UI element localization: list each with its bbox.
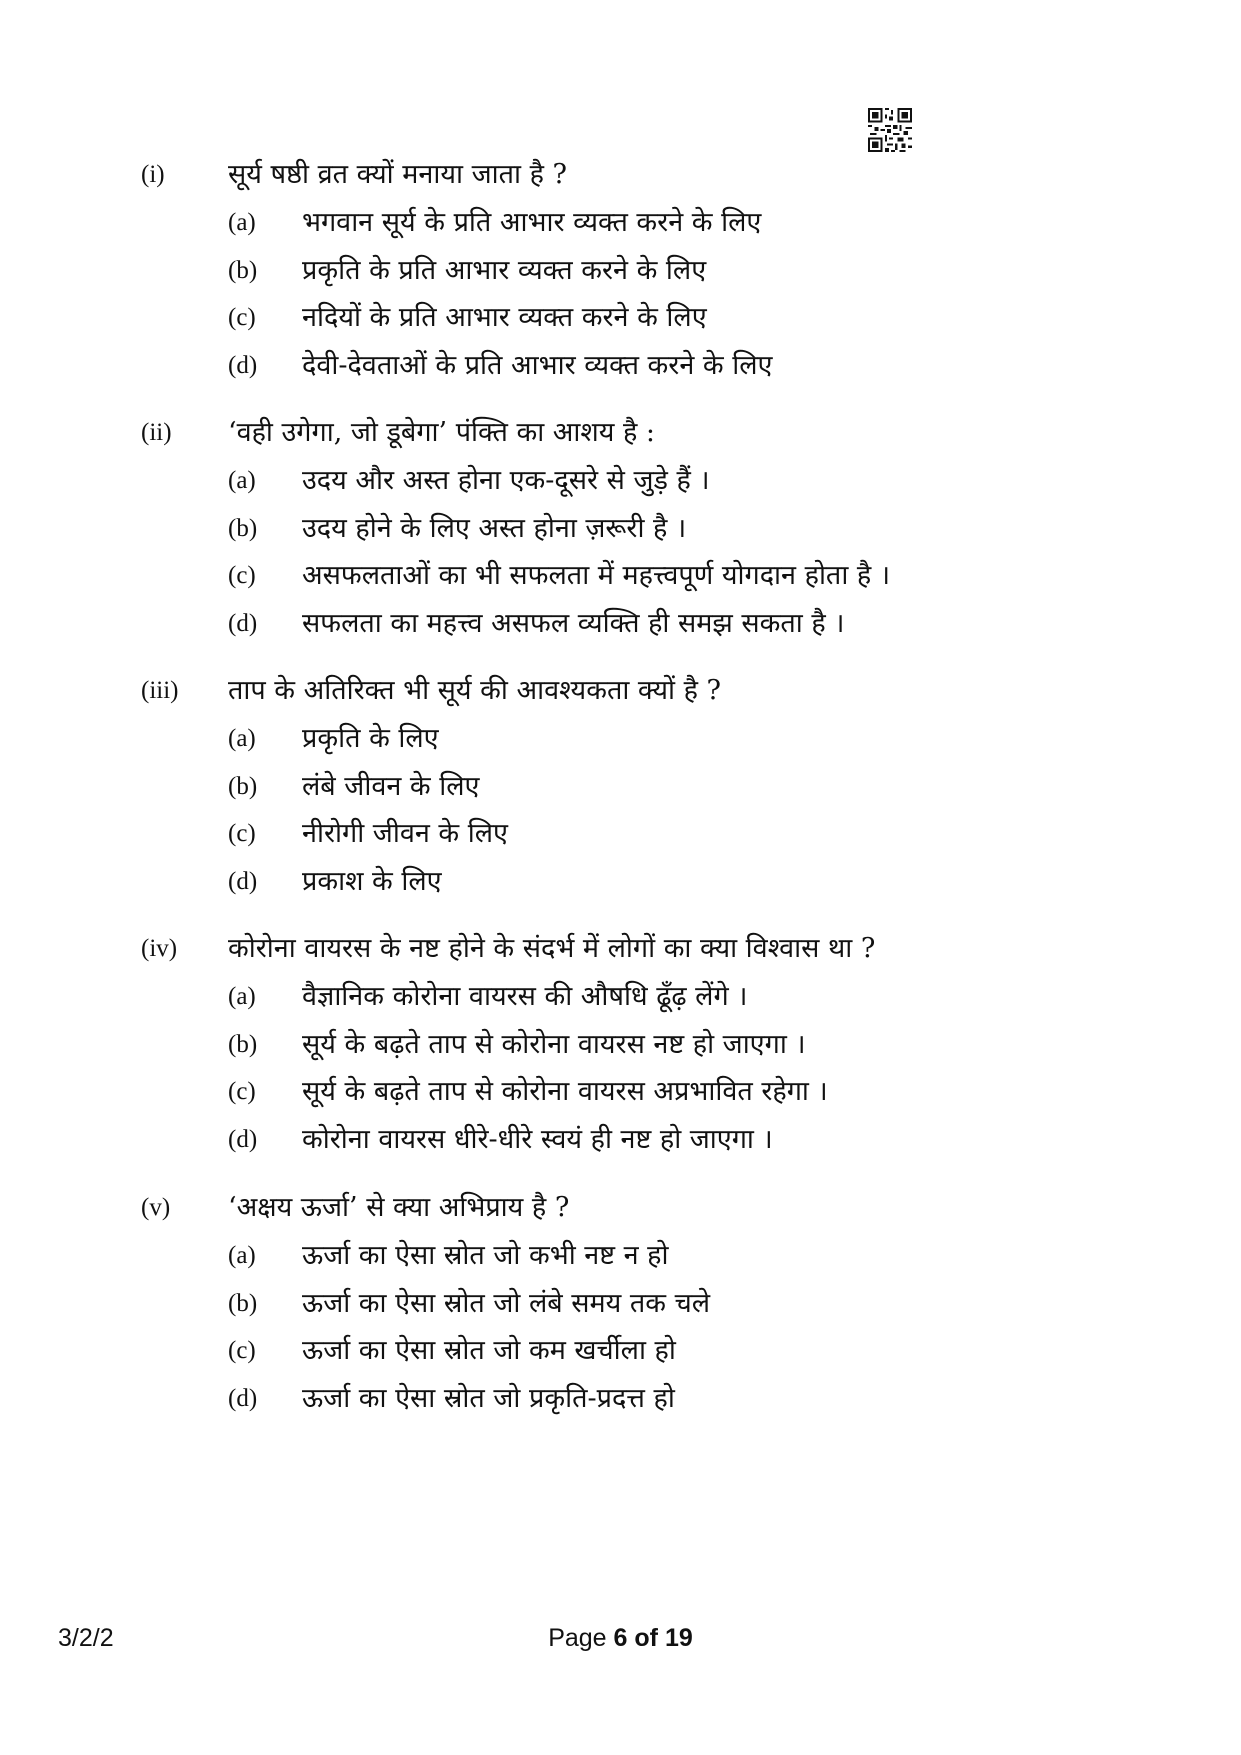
option-label: (d) xyxy=(228,610,258,637)
option-text: कोरोना वायरस धीरे-धीरे स्वयं ही नष्ट हो जाएगा । xyxy=(302,1124,773,1155)
question-number: (iii) xyxy=(141,677,179,704)
option-label: (d) xyxy=(228,1126,258,1153)
option-text: लंबे जीवन के लिए xyxy=(302,771,480,802)
option-label: (b) xyxy=(228,515,258,542)
question-text: ताप के अतिरिक्त भी सूर्य की आवश्यकता क्यों है ? xyxy=(228,675,721,706)
option-text: वैज्ञानिक कोरोना वायरस की औषधि ढूँढ़ लेंगे । xyxy=(302,981,748,1012)
option-d xyxy=(0,349,1241,389)
option-text: सूर्य के बढ़ते ताप से कोरोना वायरस नष्ट हो जाएगा । xyxy=(302,1029,806,1060)
option-label: (a) xyxy=(228,209,256,236)
option-label: (d) xyxy=(228,1385,258,1412)
option-label: (c) xyxy=(228,1337,256,1364)
option-c xyxy=(0,1334,1241,1374)
option-label: (c) xyxy=(228,562,256,589)
option-a xyxy=(0,464,1241,504)
option-label: (b) xyxy=(228,257,258,284)
option-label: (c) xyxy=(228,304,256,331)
option-a xyxy=(0,980,1241,1020)
question-text: ‘वही उगेगा, जो डूबेगा’ पंक्ति का आशय है : xyxy=(228,417,655,448)
option-text: सफलता का महत्त्व असफल व्यक्ति ही समझ सकता है । xyxy=(302,608,845,639)
option-text: नीरोगी जीवन के लिए xyxy=(302,818,508,849)
option-b xyxy=(0,1028,1241,1068)
option-text: नदियों के प्रति आभार व्यक्त करने के लिए xyxy=(302,302,707,333)
option-text: ऊर्जा का ऐसा स्रोत जो कभी नष्ट न हो xyxy=(302,1240,669,1271)
option-label: (c) xyxy=(228,820,256,847)
option-a xyxy=(0,206,1241,246)
page-indicator xyxy=(0,1623,1241,1653)
paper-code: 3/2/2 xyxy=(58,1624,114,1652)
page-prefix: Page xyxy=(548,1624,607,1652)
option-b xyxy=(0,770,1241,810)
option-label: (d) xyxy=(228,868,258,895)
option-label: (b) xyxy=(228,773,258,800)
option-a xyxy=(0,1239,1241,1279)
option-text: भगवान सूर्य के प्रति आभार व्यक्त करने के लिए xyxy=(302,207,762,238)
option-text: प्रकाश के लिए xyxy=(302,866,442,897)
option-c xyxy=(0,1075,1241,1115)
page-total: 19 xyxy=(664,1624,693,1652)
option-text: ऊर्जा का ऐसा स्रोत जो लंबे समय तक चले xyxy=(302,1288,711,1319)
option-d xyxy=(0,1123,1241,1163)
option-text: उदय और अस्त होना एक-दूसरे से जुड़े हैं । xyxy=(302,465,710,496)
option-a xyxy=(0,722,1241,762)
option-label: (a) xyxy=(228,725,256,752)
question-number: (i) xyxy=(141,161,165,188)
question-number: (v) xyxy=(141,1194,171,1221)
option-label: (d) xyxy=(228,352,258,379)
question-text: ‘अक्षय ऊर्जा’ से क्या अभिप्राय है ? xyxy=(228,1192,570,1223)
option-c xyxy=(0,559,1241,599)
option-b xyxy=(0,512,1241,552)
option-label: (a) xyxy=(228,467,256,494)
question-text: कोरोना वायरस के नष्ट होने के संदर्भ में लोगों का क्या विश्वास था ? xyxy=(228,933,876,964)
option-label: (a) xyxy=(228,1242,256,1269)
option-c xyxy=(0,817,1241,857)
option-d xyxy=(0,1382,1241,1422)
option-label: (b) xyxy=(228,1290,258,1317)
option-c xyxy=(0,301,1241,341)
option-d xyxy=(0,865,1241,905)
option-b xyxy=(0,1287,1241,1327)
option-label: (b) xyxy=(228,1031,258,1058)
question-text: सूर्य षष्ठी व्रत क्यों मनाया जाता है ? xyxy=(228,159,567,190)
page-current: 6 xyxy=(613,1624,628,1652)
option-b xyxy=(0,254,1241,294)
option-text: प्रकृति के प्रति आभार व्यक्त करने के लिए xyxy=(302,255,707,286)
option-text: असफलताओं का भी सफलता में महत्त्वपूर्ण योगदान होता है । xyxy=(302,560,891,591)
option-text: ऊर्जा का ऐसा स्रोत जो प्रकृति-प्रदत्त हो xyxy=(302,1383,675,1414)
option-text: उदय होने के लिए अस्त होना ज़रूरी है । xyxy=(302,513,687,544)
qr-code xyxy=(868,108,912,152)
option-label: (c) xyxy=(228,1078,256,1105)
page-of: of xyxy=(634,1624,659,1652)
option-text: देवी-देवताओं के प्रति आभार व्यक्त करने के लिए xyxy=(302,350,773,381)
question-number: (iv) xyxy=(141,935,178,962)
option-d xyxy=(0,607,1241,647)
option-text: ऊर्जा का ऐसा स्रोत जो कम खर्चीला हो xyxy=(302,1335,676,1366)
option-text: प्रकृति के लिए xyxy=(302,723,439,754)
question-number: (ii) xyxy=(141,419,172,446)
option-text: सूर्य के बढ़ते ताप से कोरोना वायरस अप्रभावित रहेगा । xyxy=(302,1076,828,1107)
option-label: (a) xyxy=(228,983,256,1010)
